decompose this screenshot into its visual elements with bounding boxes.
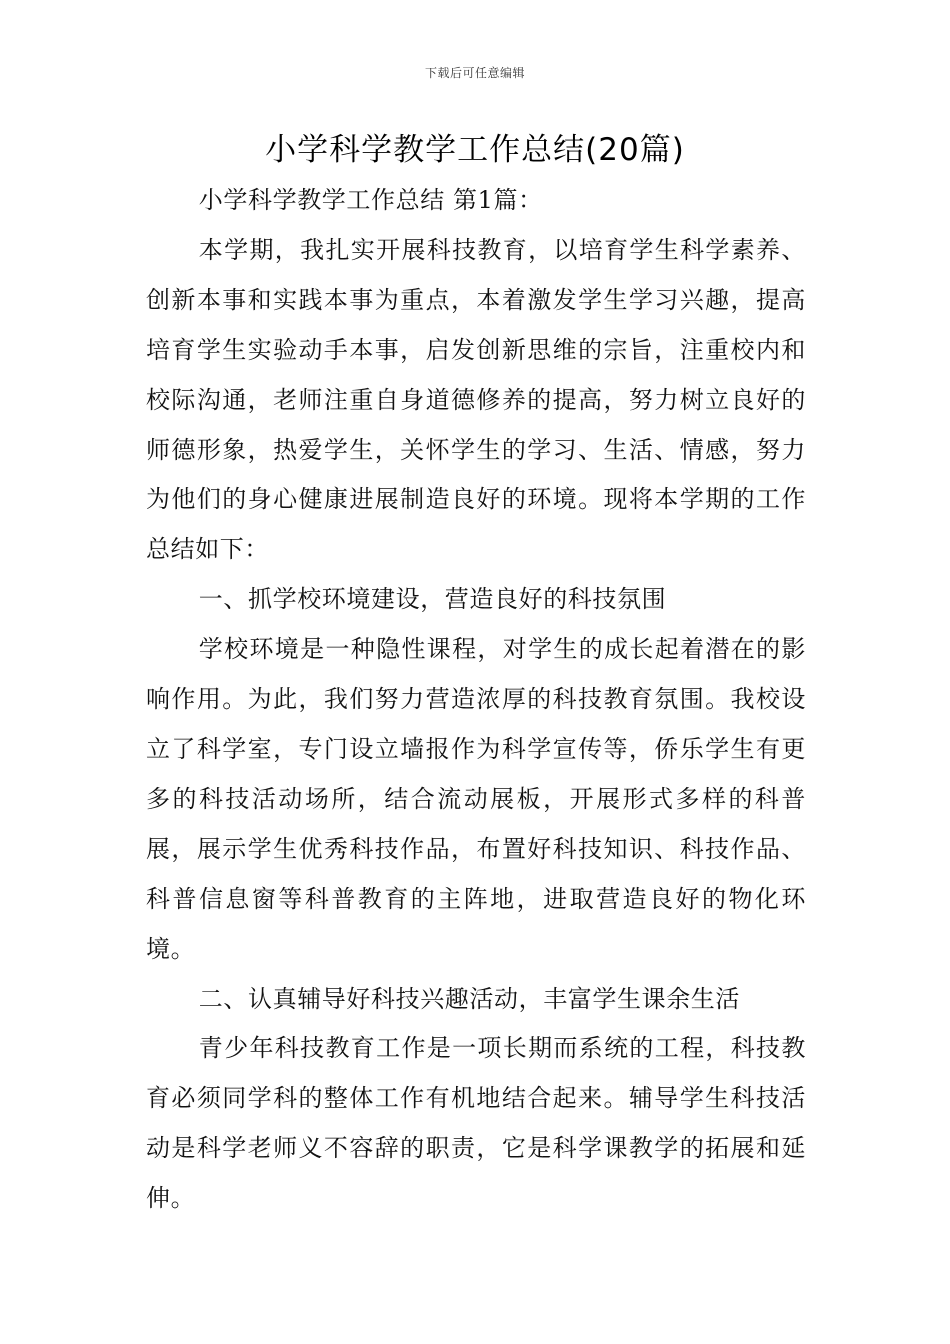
section-intro-heading: 小学科学教学工作总结 第1篇： <box>198 186 543 214</box>
document-body <box>146 176 806 1224</box>
header-note: 下载后可任意编辑 <box>424 66 525 80</box>
document-title: 小学科学教学工作总结(20篇) <box>265 132 685 168</box>
paragraph-intro: 本学期，我扎实开展科技教育，以培育学生科学素养、创新本事和实践本事为重点，本着激发学生学习兴趣，提高培育学生实验动手本事，启发创新思维的宗旨，注重校内和校际沟通，老师注重自身道德修养的提高，努力树立良好的师德形象，热爱学生，关怀学生的学习、生活、情感，努力为他们的身心健康进展制造良好的环境。现将本学期的工作总结如下： <box>146 235 806 564</box>
section-heading-2: 二、认真辅导好科技兴趣活动，丰富学生课余生活 <box>198 984 740 1013</box>
paragraph-section-1: 学校环境是一种隐性课程，对学生的成长起着潜在的影响作用。为此，我们努力营造浓厚的科技教育氛围。我校设立了科学室，专门设立墙报作为科学宣传等，侨乐学生有更多的科技活动场所，结合流动展板，开展形式多样的科普展，展示学生优秀科技作品，布置好科技知识、科技作品、科普信息窗等科普教育的主阵地，进取营造良好的物化环境。 <box>146 635 806 963</box>
section-heading-1: 一、抓学校环境建设，营造良好的科技氛围 <box>198 585 667 614</box>
paragraph-section-2: 青少年科技教育工作是一项长期而系统的工程，科技教育必须同学科的整体工作有机地结合起来。辅导学生科技活动是科学老师义不容辞的职责，它是科学课教学的拓展和延伸。 <box>146 1034 806 1213</box>
